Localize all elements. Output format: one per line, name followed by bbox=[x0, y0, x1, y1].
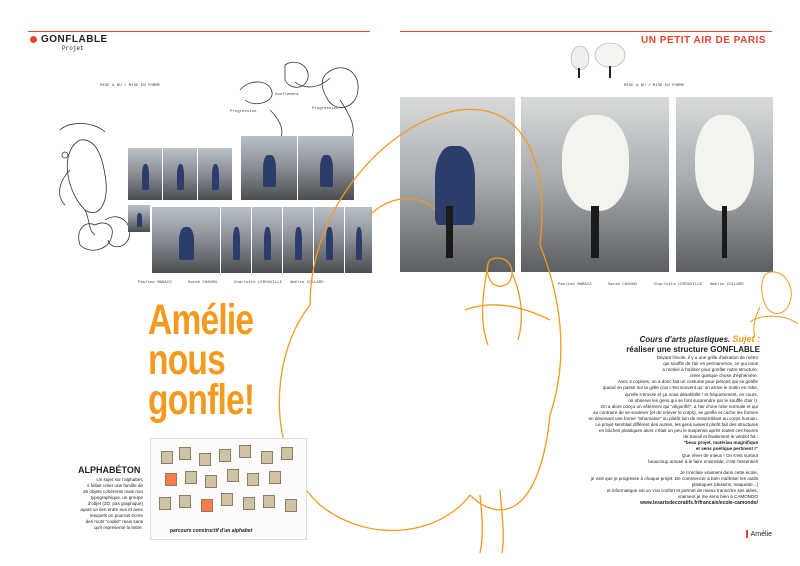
headline: Amélie nous gonfle! bbox=[148, 296, 255, 424]
article-subheading: réaliser une structure GONFLABLE bbox=[626, 345, 760, 354]
header-rule-right bbox=[400, 31, 772, 32]
section-title: GONFLABLE bbox=[30, 34, 108, 45]
sketch-label-gonflement: Gonflement bbox=[275, 93, 300, 97]
article-heading: Cours d'arts plastiques. Sujet : bbox=[639, 334, 760, 344]
photo-strip-item bbox=[198, 148, 232, 200]
signature-bar bbox=[746, 530, 748, 538]
photo-strip-item bbox=[221, 207, 251, 273]
names-row-left: Pauline MARAIS Sarah CHAVON Charlotte LEROUVILLE Amélie COLLARD bbox=[138, 281, 324, 285]
costume-icons bbox=[565, 40, 635, 80]
portrait-sketch bbox=[740, 262, 800, 342]
photo-strip-item bbox=[163, 148, 197, 200]
article-body: Devant l'école, il y a une grille d'aération de métro qui souffle de l'air en permanence, ce qui nous a motivé à l'utiliser pour gonfler notre structure; créer quelque chose d'éphémère. Avec 4 copines, on a donc fait un costume pour piétons qui se gonfle quand on passe sur la grille (car c'est souvent qu' on arrive le matin en robe, qu'elle s'envole et ça nous désahbille ! et fréquemment, en cours, on observe les gens qui se font surprendre par le souffle d'air !). On a alors conçu un vêtement qui "dégonflé", a l'air d'une robe normale et qui au contraire de se soulever (et de relever le corps), se gonfle et cache les formes en devenant une forme "inhumaine" ou plutôt loin de ressemblant au corps humain. Le projet semblait différent des autres, les gens avaient plutôt fait des structures en bâches plastiques alors c'était un peu le suspense après toutes ces heures de travail et finalement le verdict fut : "beau projet, matériau magnifique et sens poétique pertinent !" Que rêver de mieux ! On s'est surtout beaucoup amusé à le faire ensemble, c'est l'essentiel! Je m'éclate vraiment dans cette école, je vois que je progresse à chaque projet. De commencer à bien maîtriser les outils plastiques (dessins, maquette...) et informatique est un vrai confort et permet de mieux transcrire ses idées, vraiment je me sens bien à CAMONDO www.lesartsdecoratifs.fr/francais/ecole-camondo/ bbox=[558, 355, 758, 506]
sketch-label-progression-2: Progression bbox=[312, 107, 339, 111]
photo-strip-item bbox=[152, 207, 220, 273]
alphabeton-caption: parcours constructif d'un alphabet bbox=[170, 528, 253, 534]
section-subtitle: Projet bbox=[62, 45, 84, 52]
alphabet-objects-photo bbox=[150, 438, 307, 540]
page-title: UN PETIT AIR DE PARIS bbox=[641, 35, 766, 46]
sketch-label-progression-1: Progression bbox=[230, 110, 257, 114]
alphabeton-text: Un sujet sur l'alphabet, il fallait créer une famille de 26 objets cohérents mais non typographique, un groupe d'objet (3D, pas graphique) ayant un lien entre eux et avec lesquels on pourrait écrire des mots "codés" mais sans qu'il représente la lettre. bbox=[80, 477, 143, 530]
sketch-label-mise: MISE A NU / MISE EN FORME bbox=[100, 84, 161, 88]
photo-strip-item bbox=[128, 148, 162, 200]
header-rule-left bbox=[28, 31, 370, 32]
signature: Amélie bbox=[746, 530, 772, 538]
street-photo-3 bbox=[676, 97, 773, 272]
bullet-icon bbox=[30, 36, 37, 43]
sketch-label-mise-right: MISE A NU / MISE EN FORME bbox=[624, 84, 685, 88]
article-url[interactable]: www.lesartsdecoratifs.fr/francais/ecole-camondo/ bbox=[640, 500, 758, 507]
names-row-right: Pauline MARAIS Sarah CHAVON Charlotte LEROUVILLE Amélie COLLARD bbox=[558, 283, 744, 287]
photo-strip-item bbox=[128, 205, 150, 232]
alphabeton-title: ALPHABÉTON bbox=[78, 465, 141, 475]
